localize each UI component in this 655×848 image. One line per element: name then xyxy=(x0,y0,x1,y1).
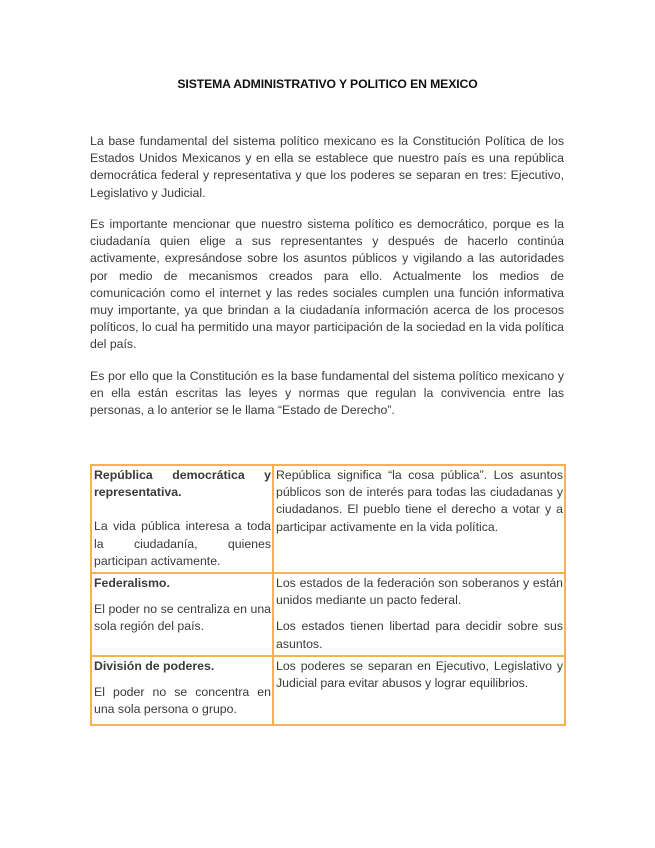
characteristics-table xyxy=(90,464,566,726)
paragraph-2: Es importante mencionar que nuestro sistema político es democrático, porque es la ciudadanía quien elige a sus representantes y después de hacerlo continúa activamente, expresándose sobre los asuntos públicos y vigilando a las autoridades por medio de mecanismos creados para ello. Actualmente los medios de comunicación como el internet y las redes sociales cumplen una función informativa muy importante, ya que brindan a la ciudadanía información acerca de los procesos políticos, lo cual ha permitido una mayor participación de la sociedad en la vida política del país. xyxy=(90,217,564,352)
term-description: El poder no se centraliza en una sola región del país. xyxy=(94,602,271,634)
term-description: La vida pública interesa a toda la ciudadanía, quienes participan activamente. xyxy=(94,519,271,568)
term-title: División de poderes. xyxy=(94,658,215,673)
explanation-text: Los poderes se separan en Ejecutivo, Legislativo y Judicial para evitar abusos y lograr equilibrios. xyxy=(276,658,563,691)
term-title: Federalismo. xyxy=(94,576,170,591)
term-title: República democrática y representativa. xyxy=(94,468,271,500)
table-cell-term xyxy=(91,465,273,573)
term-description: El poder no se concentra en una sola persona o grupo. xyxy=(94,685,271,717)
paragraph-1: La base fundamental del sistema político mexicano es la Constitución Política de los Estados Unidos Mexicanos y en ella se establece que nuestro país es una república democrática federal y representativa y que los poderes se separan en tres: Ejecutivo, Legislativo y Judicial. xyxy=(90,134,564,200)
explanation-text: República significa “la cosa pública”. Los asuntos públicos son de interés para todas las ciudadanas y ciudadanos. El pueblo tiene el derecho a votar y a participar activamente en la vida política. xyxy=(276,468,563,534)
paragraph-3: Es por ello que la Constitución es la base fundamental del sistema político mexicano y en ella están escritas las leyes y normas que regulan la convivencia entre las personas, a lo anterior se le llama “Estado de Derecho”. xyxy=(90,369,564,418)
table-cell-term xyxy=(91,573,273,656)
table-row xyxy=(91,573,565,656)
explanation-text: Los estados de la federación son soberanos y están unidos mediante un pacto federal. xyxy=(276,576,563,608)
table-row xyxy=(91,465,565,573)
table-cell-explanation xyxy=(273,573,565,656)
explanation-text: Los estados tienen libertad para decidir sobre sus asuntos. xyxy=(276,619,563,651)
table-cell-explanation xyxy=(273,656,565,725)
document-title: SISTEMA ADMINISTRATIVO Y POLITICO EN MEXICO xyxy=(177,77,478,91)
table-cell-explanation xyxy=(273,465,565,573)
table-cell-term xyxy=(91,656,273,725)
table-row xyxy=(91,656,565,725)
